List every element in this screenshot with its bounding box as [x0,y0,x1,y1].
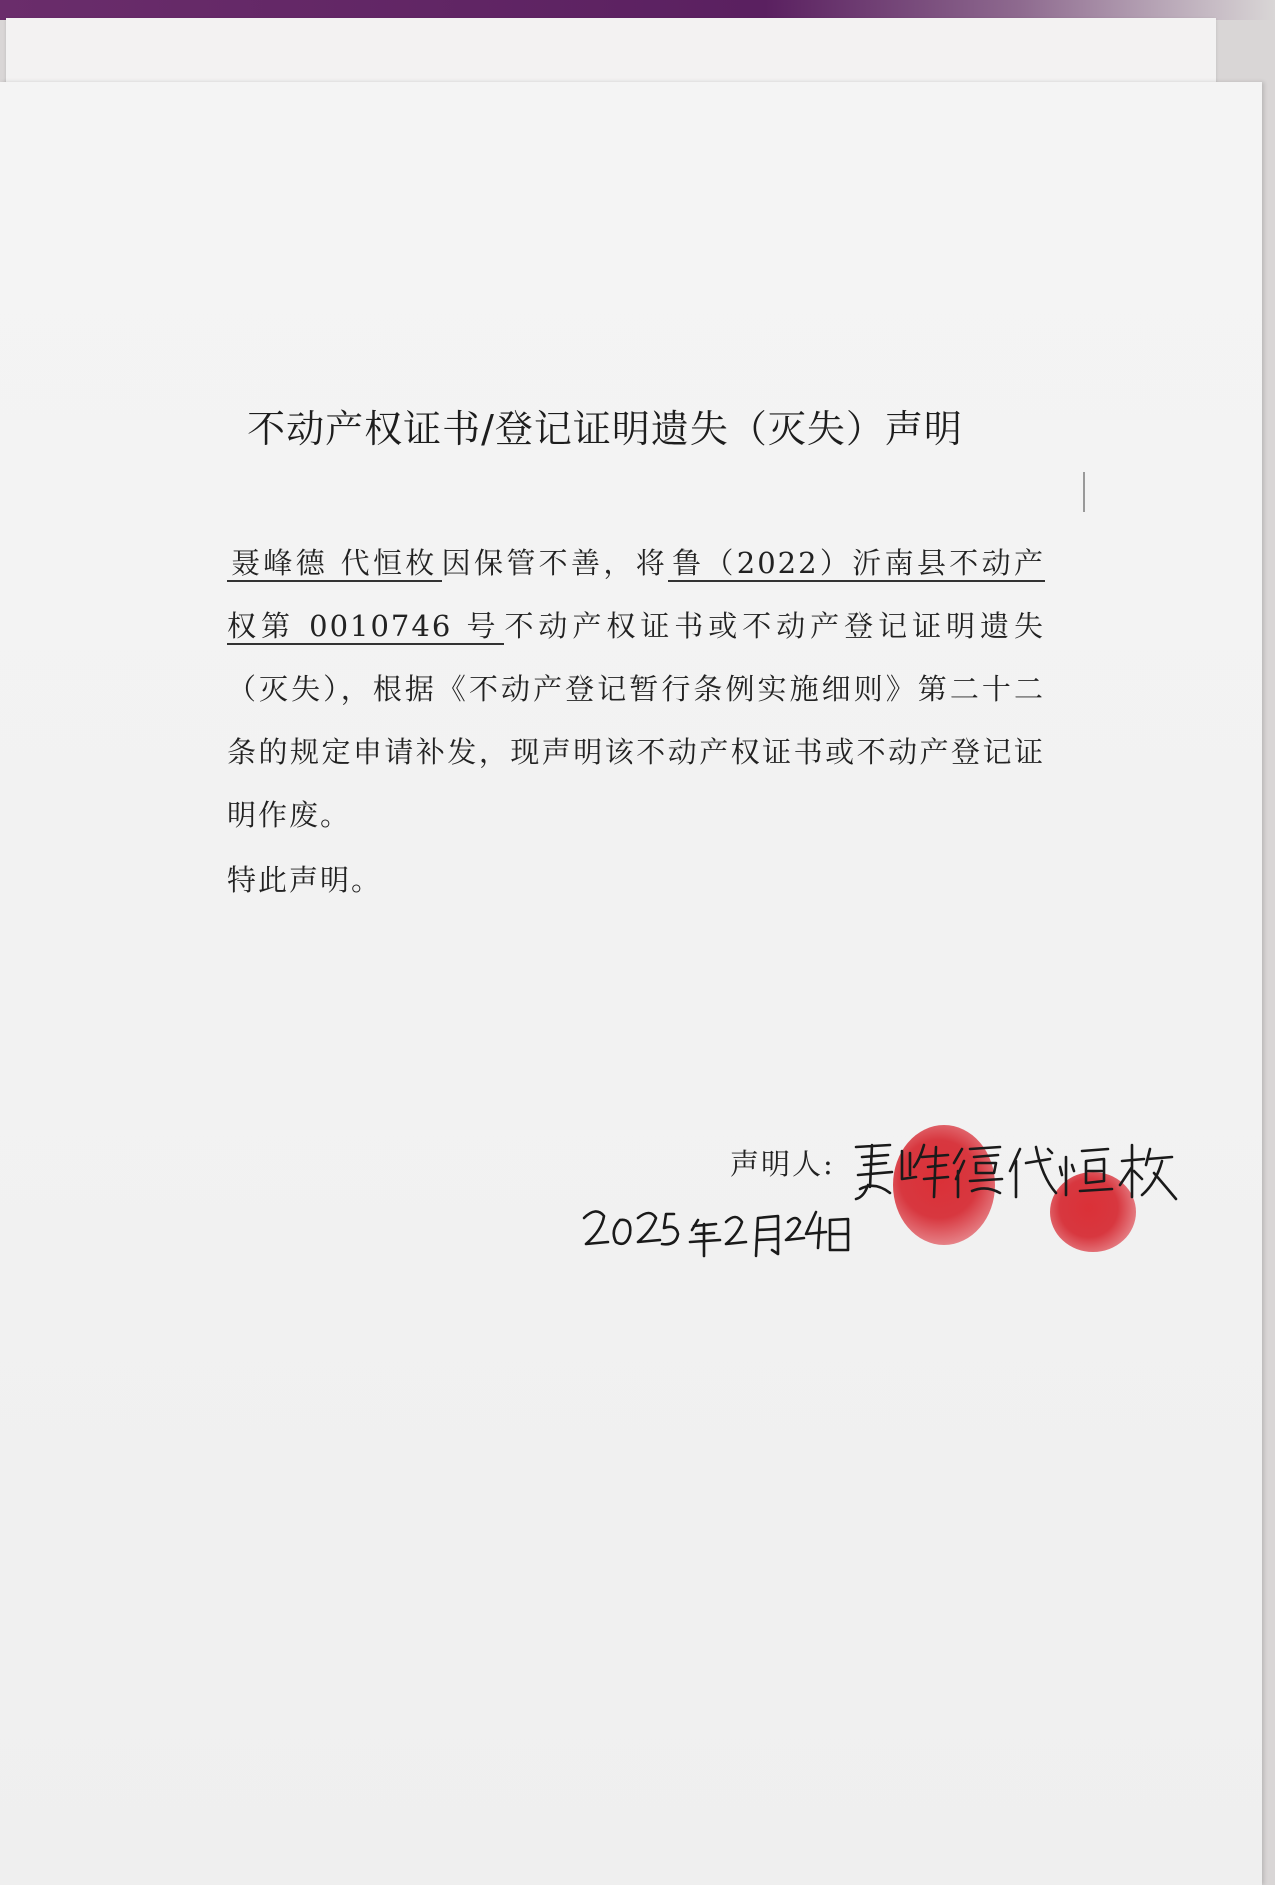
filled-certificate-number: 鲁（2022）沂南县不动产权第 0010746 号 [227,546,1045,643]
margin-pencil-mark [1083,472,1085,512]
filled-names: 聂峰德 代恒枚 [227,546,442,582]
declarant-label: 声明人: [730,1147,835,1181]
background-purple-fabric [0,0,1275,20]
body-text-1: 因保管不善，将 [441,546,669,580]
document-page [0,82,1262,1885]
handwritten-signature [850,1127,1180,1207]
declaration-body [157,532,1045,912]
declaration-paragraph [157,532,1045,847]
body-text-2: 不动产权证书或不动产登记证明遗失（灭失），根据《不动产登记暂行条例实施细则》第二十二条的规定申请补发，现声明该不动产权证书或不动产登记证明作废。 [227,609,1045,832]
handwritten-date [580,1200,880,1260]
document-title: 不动产权证书/登记证明遗失（灭失）声明 [247,407,963,451]
closing-statement: 特此声明。 [227,863,383,897]
